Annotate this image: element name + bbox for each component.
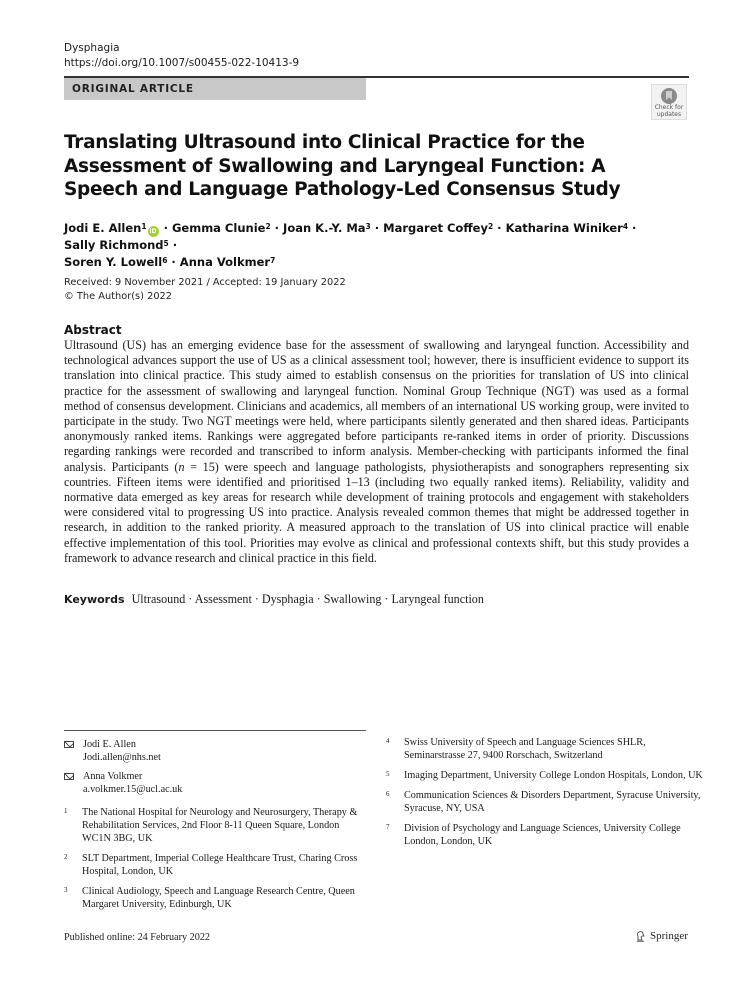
corresponding-author-email[interactable]: a.volkmer.15@ucl.ac.uk (83, 784, 183, 795)
footnote-rule (64, 730, 366, 731)
affiliation: 3 Clinical Audiology, Speech and Language Research Centre, Queen Margaret University, Edinburgh, UK (64, 886, 355, 910)
corresponding-author-email[interactable]: Jodi.allen@nhs.net (83, 752, 161, 763)
doi-link[interactable]: https://doi.org/10.1007/s00455-022-10413-9 (64, 57, 300, 69)
author[interactable]: Joan K.-Y. Ma$^3$ (283, 221, 371, 235)
publisher-name: Springer (650, 930, 688, 942)
correspondence-item (64, 738, 364, 764)
affiliation: 6 Communication Sciences & Disorders Department, Syracuse University, Syracuse, NY, USA (386, 790, 701, 814)
article-dates (64, 276, 346, 303)
orcid-icon[interactable]: iD (149, 228, 157, 235)
envelope-icon (64, 741, 74, 748)
abstract-text: Ultrasound (US) has an emerging evidence base for the assessment of swallowing and laryngeal function. Accessibility and technological advances support the use of US as a clinical assessment tool; however, there is insufficient evidence to support its translation into clinical practice. This study aimed to establish consensus on the priorities for translation of US into clinical practice for the assessment of swallowing and laryngeal function. Nominal Group Technique (NGT) was used as a formal method of consensus development. Clinicians and academics, all members of an international US working group, were invited to participate in the study. Two NGT meetings were held, where participants silently generated and then shared ideas. Participants anonymously ranked items. Rankings were aggregated before participants re-ranked items in order of priority. Discussions regarding rankings were recorded and transcribed to inform analysis. Member-checking with participants informed the final analysis. Participants (n = 15) were speech and language pathologists, physiotherapists and sonographers representing six countries. Fifteen items were identified and prioritised 1–13 (including two equally ranked items). Reliability, validity and normative data emerged as key areas for research while development of training protocols and engagement with stakeholders were considered vital to progressing US into practice. Analysis revealed common themes that might be addressed together in research, in addition to the ranked priority. A measured approach to the translation of US into clinical practice will enable effective implementation of this tool. Priorities may evolve as clinical and professional contexts shift, but this study provides a framework to advance research and clinical practice in this field. (64, 338, 689, 565)
correspondence-item (64, 770, 364, 796)
author[interactable]: Margaret Coffey$^2$ (383, 221, 494, 235)
author[interactable]: Gemma Clunie$^2$ (171, 221, 271, 235)
keywords-label: Keywords (64, 593, 125, 606)
affiliation: 4 Swiss University of Speech and Language Sciences SHLR, Seminarstrasse 27, 9400 Rorschach, Switzerland (386, 737, 646, 761)
corresponding-author-name: Anna Volkmer (83, 771, 143, 782)
author[interactable]: Sally Richmond$^5$ (64, 238, 169, 252)
affiliation: 1 The National Hospital for Neurology and Neurosurgery, Therapy & Rehabilitation Services, 2nd Floor 8-11 Queen Square, London WC1N 3BG, UK (64, 807, 358, 844)
abstract-heading: Abstract (64, 323, 122, 337)
crossmark-label: Check for updates (654, 104, 684, 118)
author[interactable]: Soren Y. Lowell$^6$ (64, 255, 168, 269)
journal-name: Dysphagia (64, 42, 120, 54)
envelope-icon (64, 773, 74, 780)
received-accepted: Received: 9 November 2021 / Accepted: 19 January 2022 (64, 277, 346, 288)
footnotes-right (386, 736, 706, 855)
affiliation: 7 Division of Psychology and Language Sciences, University College London, London, UK (386, 823, 681, 847)
springer-knight-icon (635, 930, 646, 942)
author-list: Jodi E. Allen$^1$iD · Gemma Clunie$^2$ · Joan K.-Y. $Ma^3$ · Margaret Coffey$^2$ · Katharina Winiker$^4$ · Sally Richmond$^5$ · Soren Y. Lowell$^6$ · Anna Volkmer$^7$ (64, 221, 637, 269)
footnotes-left (64, 738, 364, 918)
affiliation: 5 Imaging Department, University College London Hospitals, London, UK (386, 770, 703, 781)
author[interactable]: Jodi E. Allen$^1$ (64, 221, 147, 235)
published-online: Published online: 24 February 2022 (64, 932, 211, 943)
crossmark-icon (661, 88, 677, 104)
check-for-updates-badge[interactable] (651, 84, 687, 120)
publisher-logo (635, 930, 688, 942)
affiliation: 2 SLT Department, Imperial College Healthcare Trust, Charing Cross Hospital, London, UK (64, 853, 358, 877)
article-type-banner: ORIGINAL ARTICLE (64, 78, 366, 100)
article-title: Translating Ultrasound into Clinical Practice for the Assessment of Swallowing and Laryngeal Function: A Speech and Language Pathology-Led Consensus Study (64, 132, 621, 200)
author[interactable]: Anna Volkmer$^7$ (179, 255, 276, 269)
corresponding-author-name: Jodi E. Allen (83, 739, 136, 750)
author[interactable]: Katharina Winiker$^4$ (505, 221, 629, 235)
copyright: © The Author(s) 2022 (64, 290, 173, 302)
journal-info (64, 41, 299, 71)
keywords-list: Ultrasound · Assessment · Dysphagia · Swallowing · Laryngeal function (131, 592, 484, 606)
keywords (64, 592, 484, 607)
